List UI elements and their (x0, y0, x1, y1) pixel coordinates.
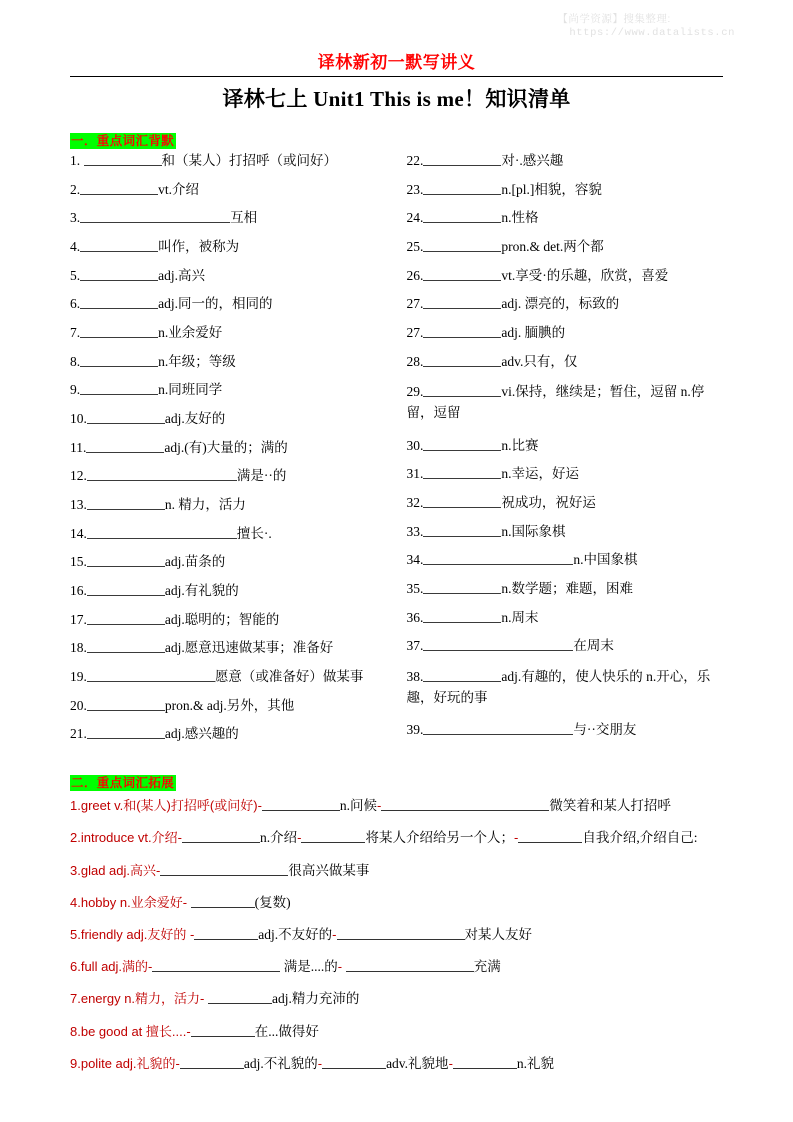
expansion-dash: - (332, 926, 337, 942)
answer-blank[interactable] (87, 726, 165, 739)
vocab-item-number: 27. (406, 296, 424, 312)
vocab-item-number: 19. (70, 669, 87, 685)
vocab-item-number: 13. (70, 497, 87, 513)
vocab-item-number: 23. (406, 181, 424, 197)
answer-blank[interactable] (423, 669, 501, 682)
expansion-item-head: 1.greet v.和(某人)打招呼(或问好) (70, 798, 258, 814)
vocab-item-definition: adj.聪明的；智能的 (164, 611, 280, 627)
vocab-item-definition: n.同班同学 (158, 382, 223, 398)
vocab-item-definition: n.业余爱好 (158, 325, 223, 341)
expansion-part-text: 充满 (473, 959, 501, 975)
answer-blank[interactable] (423, 354, 501, 367)
vocab-item-number: 22. (406, 153, 424, 168)
vocab-item-definition: adj.感兴趣的 (164, 726, 239, 742)
expansion-dash: - (156, 862, 161, 878)
expansion-item-head: 7.energy n.精力，活力 (70, 991, 201, 1007)
vocab-item (70, 325, 397, 340)
vocab-item (407, 610, 732, 625)
expansion-dash: - (297, 830, 302, 846)
expansion-item-head: 6.full adj.满的 (70, 959, 149, 975)
answer-blank[interactable] (423, 552, 573, 565)
vocab-item-number: 24. (406, 210, 424, 226)
answer-blank[interactable] (423, 638, 573, 651)
vocab-item-definition: adj.(有)大量的；满的 (164, 439, 288, 455)
vocab-item-number: 32. (406, 495, 424, 511)
vocab-item-definition: 擅长·. (236, 525, 272, 541)
answer-blank[interactable] (80, 268, 158, 281)
answer-blank[interactable] (87, 554, 165, 567)
vocab-item (70, 554, 397, 569)
expansion-dash: - (186, 1023, 191, 1039)
vocab-item (70, 583, 397, 598)
vocab-item (407, 581, 732, 596)
vocab-item-number: 34. (406, 552, 424, 568)
answer-blank[interactable] (87, 411, 165, 424)
expansion-item (70, 926, 731, 944)
vocab-item-definition: n.年级；等级 (158, 353, 236, 369)
answer-blank[interactable] (208, 991, 272, 1004)
vocab-item-definition: n.周末 (501, 609, 539, 625)
vocab-item-number: 4. (70, 239, 81, 255)
answer-blank[interactable] (518, 830, 582, 843)
vocab-item-definition: 互相 (230, 210, 258, 226)
vocab-item-number: 6. (70, 296, 81, 312)
vocab-item-definition: 满是··的 (236, 468, 287, 484)
vocab-item-number: 37. (406, 638, 424, 654)
vocab-item (407, 153, 732, 168)
vocabulary-list (62, 153, 731, 755)
answer-blank[interactable] (87, 669, 215, 682)
vocab-item (407, 382, 732, 424)
vocab-item-number: 38. (406, 669, 424, 685)
vocab-item (70, 210, 397, 225)
answer-blank[interactable] (423, 239, 501, 252)
expansion-item-head: 5.friendly adj.友好的 (70, 926, 190, 942)
section-label: 一．重点词汇背默 (71, 134, 175, 148)
expansion-item (70, 958, 731, 976)
answer-blank[interactable] (80, 210, 230, 223)
vocab-item-definition: vt.享受·的乐趣，欣赏，喜爱 (501, 267, 669, 283)
answer-blank[interactable] (423, 581, 501, 594)
vocab-item-number: 27. (406, 325, 424, 341)
expansion-dash: - (513, 830, 519, 846)
vocab-item-number: 8. (70, 353, 81, 369)
vocab-item-definition: 祝成功，祝好运 (501, 495, 596, 511)
vocab-item-definition: vt.介绍 (158, 181, 200, 197)
expansion-part-text: n.礼貌 (516, 1055, 555, 1071)
vocab-item (407, 552, 732, 567)
answer-blank[interactable] (322, 1056, 386, 1069)
expansion-item (70, 1055, 731, 1073)
vocab-item-definition: 与··交朋友 (573, 722, 637, 738)
answer-blank[interactable] (87, 698, 165, 711)
answer-blank[interactable] (86, 440, 164, 453)
vocab-item (70, 440, 397, 455)
vocab-item (70, 153, 397, 168)
expansion-part-text: 在...做得好 (254, 1023, 319, 1039)
vocab-item (70, 726, 397, 741)
document-subtitle: 译林新初一默写讲义 (317, 53, 476, 72)
vocab-item (70, 382, 397, 397)
answer-blank[interactable] (80, 382, 158, 395)
vocab-item-definition: adj.同一的，相同的 (158, 296, 273, 312)
vocab-item-number: 15. (70, 554, 87, 570)
expansion-item (70, 990, 731, 1008)
vocab-item-definition: n.中国象棋 (573, 552, 638, 568)
answer-blank[interactable] (453, 1056, 517, 1069)
vocab-item-definition: adj. 腼腆的 (501, 325, 566, 341)
answer-blank[interactable] (423, 153, 501, 166)
answer-blank[interactable] (80, 182, 158, 195)
vocab-item-number: 11. (70, 439, 87, 455)
vocab-item-definition: n.国际象棋 (501, 523, 566, 539)
vocab-item-number: 31. (406, 466, 424, 482)
expansion-dash: - (177, 830, 183, 846)
vocab-item-definition: adj.苗条的 (164, 554, 226, 570)
vocab-item (70, 268, 397, 283)
vocab-item-number: 20. (70, 697, 87, 713)
vocab-item (70, 640, 397, 655)
answer-blank[interactable] (87, 526, 237, 539)
vocab-item-number: 1. (70, 153, 81, 168)
vocab-item-definition: adj.愿意迅速做某事；准备好 (164, 640, 334, 656)
answer-blank[interactable] (423, 495, 501, 508)
answer-blank[interactable] (87, 640, 165, 653)
vocab-item-definition: 和（某人）打招呼（或问好） (161, 153, 337, 168)
answer-blank[interactable] (80, 325, 158, 338)
answer-blank[interactable] (180, 1056, 244, 1069)
vocab-item-number: 21. (70, 726, 87, 742)
expansion-part-text: 满是....的 (280, 959, 338, 975)
vocab-item (70, 698, 397, 713)
expansion-dash: - (182, 894, 191, 910)
vocab-item (407, 466, 732, 481)
vocab-item (407, 325, 732, 340)
vocab-item-definition: 对·.感兴趣 (501, 153, 564, 168)
vocab-item (407, 495, 732, 510)
vocab-item-definition: n.数学题；难题，困难 (501, 581, 633, 597)
vocab-item-number: 35. (406, 581, 424, 597)
vocab-item-definition: vi.保持，继续是；暂住，逗留 n.停留，逗留 (406, 384, 705, 421)
answer-blank[interactable] (80, 354, 158, 367)
vocab-item-definition: n. 精力，活力 (164, 497, 246, 513)
vocabulary-column-right (397, 153, 732, 755)
vocab-item-definition: adv.只有，仅 (501, 353, 578, 369)
answer-blank[interactable] (87, 583, 165, 596)
vocab-item-number: 30. (406, 437, 424, 453)
vocab-item (407, 638, 732, 653)
answer-blank[interactable] (191, 1024, 255, 1037)
vocab-item (407, 210, 732, 225)
answer-blank[interactable] (191, 895, 255, 908)
watermark (557, 12, 735, 40)
vocab-item-number: 17. (70, 611, 87, 627)
vocab-item-number: 7. (70, 325, 81, 341)
expansion-dash: - (257, 798, 262, 814)
vocab-item-definition: pron.& det.两个都 (501, 239, 604, 255)
vocab-item (70, 239, 397, 254)
expansion-part-text: adj.不礼貌的 (243, 1055, 318, 1071)
vocab-item (70, 612, 397, 627)
answer-blank[interactable] (194, 927, 258, 940)
watermark-url: https://www.datalists.cn (569, 27, 735, 40)
expansion-part-text: 很高兴做某事 (288, 862, 370, 878)
expansion-part-text: n.介绍 (260, 830, 298, 846)
vocab-item-definition: n.性格 (501, 210, 539, 226)
vocab-item-definition: adj. 漂亮的，标致的 (501, 296, 620, 312)
answer-blank[interactable] (423, 524, 501, 537)
vocab-item-number: 12. (70, 468, 87, 484)
vocab-item-number: 36. (406, 609, 424, 625)
expansion-item (70, 797, 731, 815)
expansion-item-head: 2.introduce vt.介绍 (70, 830, 178, 846)
answer-blank[interactable] (423, 182, 501, 195)
vocab-item-definition: adj.友好的 (164, 411, 226, 427)
answer-blank[interactable] (423, 610, 501, 623)
vocab-item (70, 182, 397, 197)
answer-blank[interactable] (346, 959, 474, 972)
answer-blank[interactable] (423, 268, 501, 281)
expansion-part-text: n.问候 (339, 798, 378, 814)
vocab-item (407, 524, 732, 539)
vocab-item-number: 28. (406, 353, 424, 369)
vocab-item-definition: n.幸运，好运 (501, 466, 579, 482)
answer-blank[interactable] (80, 239, 158, 252)
vocab-item-number: 39. (406, 722, 424, 738)
answer-blank[interactable] (423, 438, 501, 451)
vocab-item-number: 5. (70, 267, 81, 283)
vocab-item (70, 354, 397, 369)
page-title: 译林七上 Unit1 This is me！知识清单 (222, 87, 571, 111)
answer-blank[interactable] (182, 830, 260, 843)
vocab-item-definition: 在周末 (573, 638, 614, 654)
vocab-item (407, 722, 732, 737)
vocab-item (70, 411, 397, 426)
vocab-item-number: 29. (406, 384, 424, 400)
answer-blank[interactable] (80, 296, 158, 309)
vocab-item-number: 2. (70, 181, 81, 197)
vocab-item (407, 182, 732, 197)
answer-blank[interactable] (381, 798, 549, 811)
vocab-item-number: 18. (70, 640, 87, 656)
vocab-item-definition: n.[pl.]相貌，容貌 (501, 181, 602, 197)
vocab-item-definition: 愿意（或准备好）做某事 (214, 669, 364, 685)
expansion-part-text: adv.礼貌地 (386, 1055, 449, 1071)
vocab-item-definition: adj.有趣的，使人快乐的 n.开心，乐趣，好玩的事 (406, 669, 711, 706)
vocab-item-number: 9. (70, 382, 81, 398)
vocab-item-definition: 叫作，被称为 (158, 239, 240, 255)
vocab-item-number: 10. (70, 411, 87, 427)
vocab-item (70, 497, 397, 512)
expansion-item (70, 862, 731, 880)
expansion-item-head: 8.be good at 擅长.... (70, 1023, 187, 1039)
section-label: 二．重点词汇拓展 (71, 776, 175, 791)
expansion-item-head: 3.glad adj.高兴 (70, 862, 156, 878)
vocab-item (407, 438, 732, 453)
vocab-item (407, 296, 732, 311)
expansion-dash: - (148, 959, 153, 975)
vocab-item-number: 3. (70, 210, 81, 226)
answer-blank[interactable] (87, 612, 165, 625)
expansion-part-text: (复数) (254, 894, 291, 910)
answer-blank[interactable] (423, 325, 501, 338)
expansion-dash: - (337, 959, 346, 975)
section-header-vocab-recite (70, 131, 731, 149)
answer-blank[interactable] (87, 497, 165, 510)
answer-blank[interactable] (337, 927, 465, 940)
vocabulary-column-left (62, 153, 397, 755)
expansion-part-text: adj.精力充沛的 (272, 991, 360, 1007)
section-header-vocab-expand (70, 773, 731, 791)
vocab-item (70, 526, 397, 541)
expansion-item-head: 9.polite adj.礼貌的 (70, 1055, 176, 1071)
expansion-item-head: 4.hobby n.业余爱好 (70, 894, 183, 910)
vocab-item-definition: pron.& adj.另外，其他 (164, 697, 295, 713)
expansion-dash: - (189, 926, 195, 942)
expansion-dash: - (175, 1055, 180, 1071)
vocab-item-definition: adj.有礼貌的 (164, 583, 239, 599)
answer-blank[interactable] (423, 466, 501, 479)
vocab-item (407, 354, 732, 369)
answer-blank[interactable] (152, 959, 280, 972)
expansion-dash: - (377, 798, 382, 814)
answer-blank[interactable] (160, 863, 288, 876)
vocab-item (70, 669, 397, 684)
expansion-item (70, 1023, 731, 1041)
expansion-part-text: 对某人友好 (464, 926, 532, 942)
answer-blank[interactable] (423, 210, 501, 223)
vocab-item-number: 33. (406, 523, 424, 539)
expansion-part-text: 将某人介绍给另一个人； (365, 830, 514, 846)
answer-blank[interactable] (262, 798, 340, 811)
vocab-item (407, 667, 732, 709)
vocab-item (407, 239, 732, 254)
expansion-list (62, 797, 731, 1073)
expansion-part-text: 微笑着和某人打招呼 (549, 798, 671, 814)
vocab-item (70, 468, 397, 483)
vocab-item-definition: n.比赛 (501, 437, 539, 453)
answer-blank[interactable] (84, 153, 162, 166)
expansion-dash: - (317, 1055, 323, 1071)
vocab-item-number: 14. (70, 525, 87, 541)
answer-blank[interactable] (423, 384, 501, 397)
vocab-item-definition: adj.高兴 (158, 267, 205, 283)
expansion-part-text: 自我介绍,介绍自己: (582, 830, 698, 846)
expansion-item (70, 894, 731, 912)
vocab-item (407, 268, 732, 283)
answer-blank[interactable] (301, 830, 365, 843)
expansion-dash: - (448, 1055, 453, 1071)
vocab-item-number: 16. (70, 583, 87, 599)
expansion-part-text: adj.不友好的 (258, 926, 333, 942)
expansion-dash: - (200, 991, 208, 1007)
answer-blank[interactable] (423, 296, 501, 309)
answer-blank[interactable] (87, 468, 237, 481)
vocab-item (70, 296, 397, 311)
answer-blank[interactable] (423, 722, 573, 735)
expansion-item (70, 829, 731, 847)
watermark-source-label: 【尚学资源】搜集整理: (557, 13, 671, 25)
vocab-item-number: 26. (406, 267, 424, 283)
vocab-item-number: 25. (406, 239, 424, 255)
